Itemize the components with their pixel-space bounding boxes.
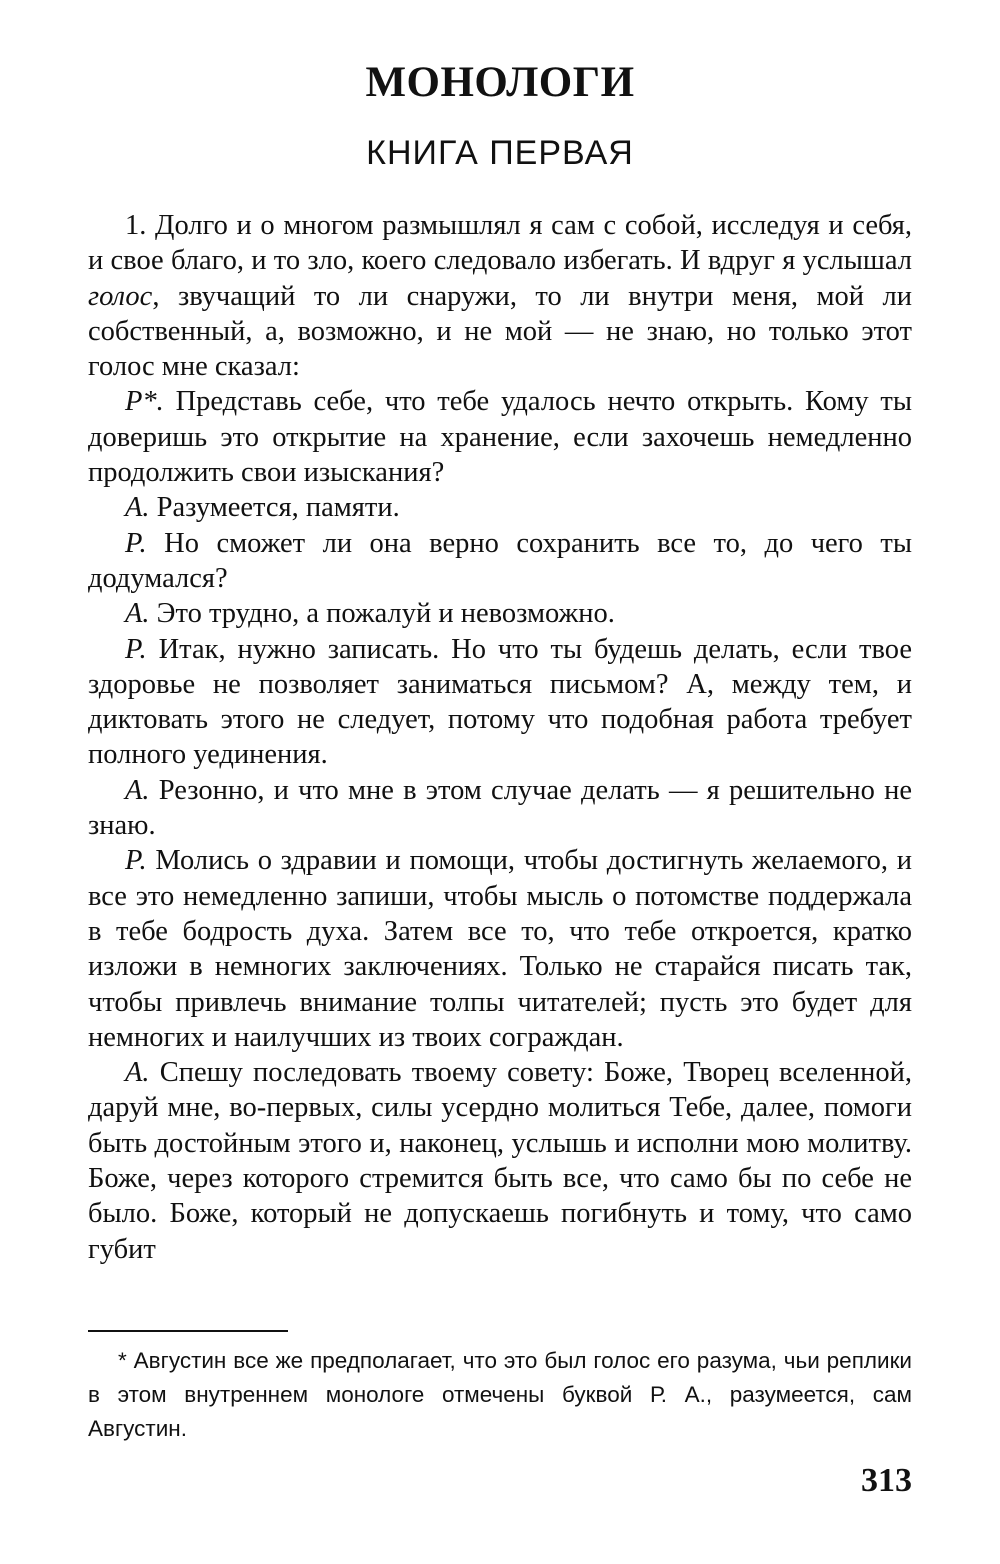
page-subtitle: КНИГА ПЕРВАЯ (366, 134, 634, 172)
dialogue-line (88, 1055, 912, 1267)
dialogue-text: Резонно, и что мне в этом случае делать — я решительно не знаю. (88, 774, 912, 842)
dialogue-text: Но сможет ли она верно сохранить все то, до чего ты додумался? (88, 527, 912, 594)
page-number: 313 (861, 1462, 912, 1499)
speaker-label: А. (125, 774, 150, 806)
speaker-label: А. (125, 492, 150, 524)
paragraph-1 (88, 208, 912, 384)
speaker-label: А. (125, 1057, 150, 1089)
speaker-label: Р*. (125, 386, 164, 418)
main-text (88, 208, 912, 1267)
paragraph-text: Долго и о многом размышлял я сам с собой, исследуя и себя, и свое благо, и то зло, коего следовало избегать. И вдруг я услышал (88, 210, 912, 277)
dialogue-text: Представь себе, что тебе удалось нечто открыть. Кому ты доверишь это открытие на хранение, если захочешь немедленно продолжить свои изыскания? (88, 386, 912, 489)
dialogue-line (88, 490, 912, 525)
footnote-divider (88, 1330, 288, 1332)
dialogue-line (88, 384, 912, 490)
book-page (88, 0, 912, 1564)
dialogue-text: Итак, нужно записать. Но что ты будешь делать, если твое здоровье не позволяет заниматься письмом? А, между тем, и диктовать этого не следует, потому что подобная работа требует полного уединения. (88, 633, 912, 771)
speaker-label: Р. (125, 527, 147, 559)
dialogue-text: Разумеется, памяти. (149, 492, 400, 524)
speaker-label: Р. (125, 845, 147, 877)
dialogue-line (88, 596, 912, 631)
paragraph-text: , звучащий то ли снаружи, то ли внутри меня, мой ли собственный, а, возможно, и не мой — не знаю, но только этот голос мне сказал: (88, 280, 912, 383)
speaker-label: А. (125, 598, 150, 630)
paragraph-number: 1. (125, 210, 147, 241)
speaker-label: Р. (125, 633, 147, 665)
page-title: МОНОЛОГИ (365, 59, 635, 106)
dialogue-line (88, 773, 912, 844)
dialogue-text: Молись о здравии и помощи, чтобы достигнуть желаемого, и все это немедленно запиши, чтобы мысль о потомстве поддержала в тебе бодрость духа. Затем все то, что тебе откроется, кратко изложи в немногих заключениях. Только не старайся писать так, чтобы привлечь внимание толпы читателей; пусть это будет для немногих и наилучших из твоих сограждан. (88, 845, 912, 1053)
dialogue-text: Это трудно, а пожалуй и невозможно. (149, 598, 615, 630)
emphasis-word: голос (88, 280, 153, 312)
dialogue-text: Спешу последовать твоему совету: Боже, Творец вселенной, даруй мне, во-первых, силы усердно молиться Тебе, далее, помоги быть достойным этого и, наконец, услышь и исполни мою молитву. Боже, через которого стремится быть все, что само бы по себе не было. Боже, который не допускаешь погибнуть и тому, что само губит (88, 1057, 912, 1265)
dialogue-line (88, 526, 912, 597)
footnote: * Августин все же предполагает, что это был голос его разума, чьи реплики в этом внутреннем монологе отмечены буквой Р. А., разумеется, сам Августин. (88, 1348, 912, 1441)
dialogue-line (88, 632, 912, 773)
dialogue-line (88, 843, 912, 1055)
